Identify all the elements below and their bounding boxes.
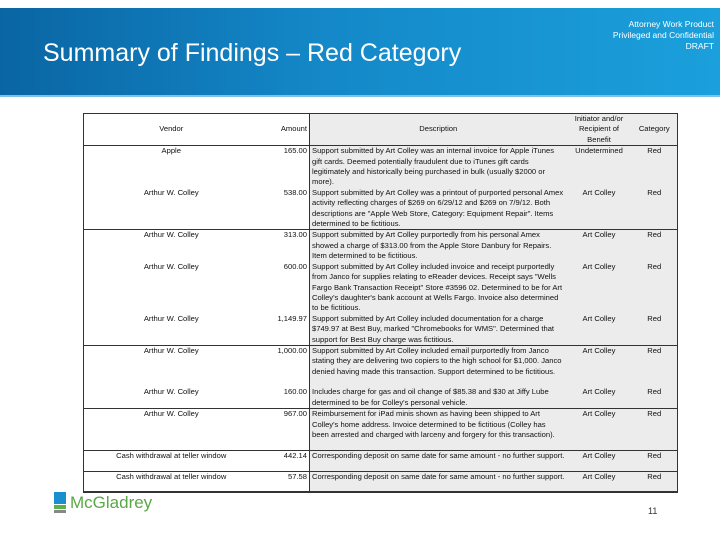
confidentiality-line: Privileged and Confidential (612, 30, 714, 40)
description-cell: Corresponding deposit on same date for same amount - no further support. (310, 472, 567, 492)
confidentiality-notice (613, 19, 714, 52)
title-banner (0, 8, 720, 97)
table-row (84, 188, 678, 230)
amount-cell: 313.00 (259, 230, 310, 262)
initiator-cell: Art Colley (567, 314, 632, 346)
table-row (84, 262, 678, 314)
category-cell: Red (632, 472, 678, 492)
amount-cell: 442.14 (259, 451, 310, 472)
initiator-cell: Art Colley (567, 188, 632, 230)
vendor-cell: Apple (161, 146, 181, 156)
findings-table (83, 113, 678, 493)
category-cell: Red (632, 188, 678, 230)
page-title: Summary of Findings – Red Category (43, 39, 462, 67)
vendor-cell: Cash withdrawal at teller window (116, 472, 227, 482)
brand-name: McGladrey (70, 492, 153, 512)
table-header-row (84, 114, 678, 146)
vendor-cell: Arthur W. Colley (84, 314, 259, 346)
column-header-description: Description (310, 114, 567, 146)
table-row (84, 387, 678, 408)
category-cell: Red (632, 230, 678, 262)
table-row (84, 451, 678, 472)
description-cell: Support submitted by Art Colley was an internal invoice for Apple iTunes gift cards. Deemed potentially fraudulent due to iTunes gift cards legitimately and historically being purchased in bulk (usually $2000 or more). (310, 146, 567, 188)
vendor-cell: Cash withdrawal at teller window (84, 451, 259, 472)
vendor-cell: Arthur W. Colley (84, 409, 259, 451)
vendor-cell: Arthur W. Colley (143, 345, 199, 355)
category-cell: Red (632, 314, 678, 346)
amount-cell: 967.00 (259, 409, 310, 451)
initiator-cell: Art Colley (567, 472, 632, 492)
column-header-initiator: Initiator and/or Recipient of Benefit (567, 114, 632, 146)
category-cell: Red (632, 409, 678, 451)
table-row (84, 345, 678, 387)
logo-mark-icon (54, 492, 66, 513)
vendor-cell: Arthur W. Colley (84, 188, 259, 230)
vendor-cell: Arthur W. Colley (143, 230, 199, 240)
category-cell: Red (632, 345, 678, 387)
amount-cell: 1,000.00 (259, 345, 310, 387)
column-header-amount: Amount (259, 114, 310, 146)
vendor-cell: Arthur W. Colley (143, 261, 199, 271)
description-cell: Reimbursement for iPad minis shown as having been shipped to Art Colley's home address. Invoice determined to be fictitious (Colley has been arrested and charged with larceny and forgery for this transaction). (310, 409, 567, 451)
amount-cell: 57.58 (259, 472, 310, 492)
initiator-cell: Undetermined (567, 146, 632, 188)
amount-cell: 600.00 (259, 262, 310, 314)
table-row (84, 230, 678, 262)
initiator-cell: Art Colley (567, 345, 632, 387)
category-cell: Red (632, 387, 678, 408)
table-row (84, 472, 678, 492)
column-header-category: Category (632, 114, 678, 146)
column-header-vendor: Vendor (84, 114, 259, 146)
table-row (84, 146, 678, 188)
table-row (84, 314, 678, 346)
initiator-cell: Art Colley (567, 451, 632, 472)
confidentiality-line: Attorney Work Product (628, 19, 714, 29)
initiator-cell: Art Colley (567, 262, 632, 314)
category-cell: Red (632, 262, 678, 314)
description-cell: Support submitted by Art Colley included documentation for a charge $749.97 at Best Buy, marked "Chromebooks for WMS". Determined that support for Best Buy charge was fictitious. (310, 314, 567, 346)
amount-cell: 538.00 (259, 188, 310, 230)
description-cell: Includes charge for gas and oil change of $85.38 and $30 at Jiffy Lube determined to be for Colley's personal vehicle. (310, 387, 567, 408)
category-cell: Red (632, 451, 678, 472)
description-cell: Support submitted by Art Colley included invoice and receipt purportedly from Janco for supplies relating to eReader devices. Receipt says "Wells Fargo Bank Transaction Receipt" Store #3596 02. Determined to be for Art Colley's daughter's bank account at Wells Fargo. Invoice also determined to be fictitious. (310, 262, 567, 314)
amount-cell: 160.00 (259, 387, 310, 408)
description-cell: Support submitted by Art Colley was a printout of purported personal Amex activity reflecting charges of $269 on 6/29/12 and $269 on 7/9/12. Both descriptions are "Apple Web Store, Category: Equipment Repair". Items determined to be fictitious. (310, 188, 567, 230)
table-row (84, 409, 678, 451)
initiator-cell: Art Colley (567, 387, 632, 408)
initiator-cell: Art Colley (567, 230, 632, 262)
confidentiality-line: DRAFT (685, 41, 714, 51)
page-number: 11 (648, 506, 658, 516)
mcgladrey-logo (54, 492, 152, 513)
description-cell: Support submitted by Art Colley included email purportedly from Janco stating they are delivering two copiers to the high school for $1,000. Janco denied having made this transaction. Support determined to be fictitious. (310, 345, 567, 387)
description-cell: Corresponding deposit on same date for same amount - no further support. (310, 451, 567, 472)
description-cell: Support submitted by Art Colley purportedly from his personal Amex showed a charge of $313.00 from the Apple Store Danbury for Repairs. Item determined to be fictitious. (310, 230, 567, 262)
amount-cell: 165.00 (259, 146, 310, 188)
amount-cell: 1,149.97 (259, 314, 310, 346)
vendor-cell: Arthur W. Colley (84, 387, 259, 408)
initiator-cell: Art Colley (567, 409, 632, 451)
category-cell: Red (632, 146, 678, 188)
